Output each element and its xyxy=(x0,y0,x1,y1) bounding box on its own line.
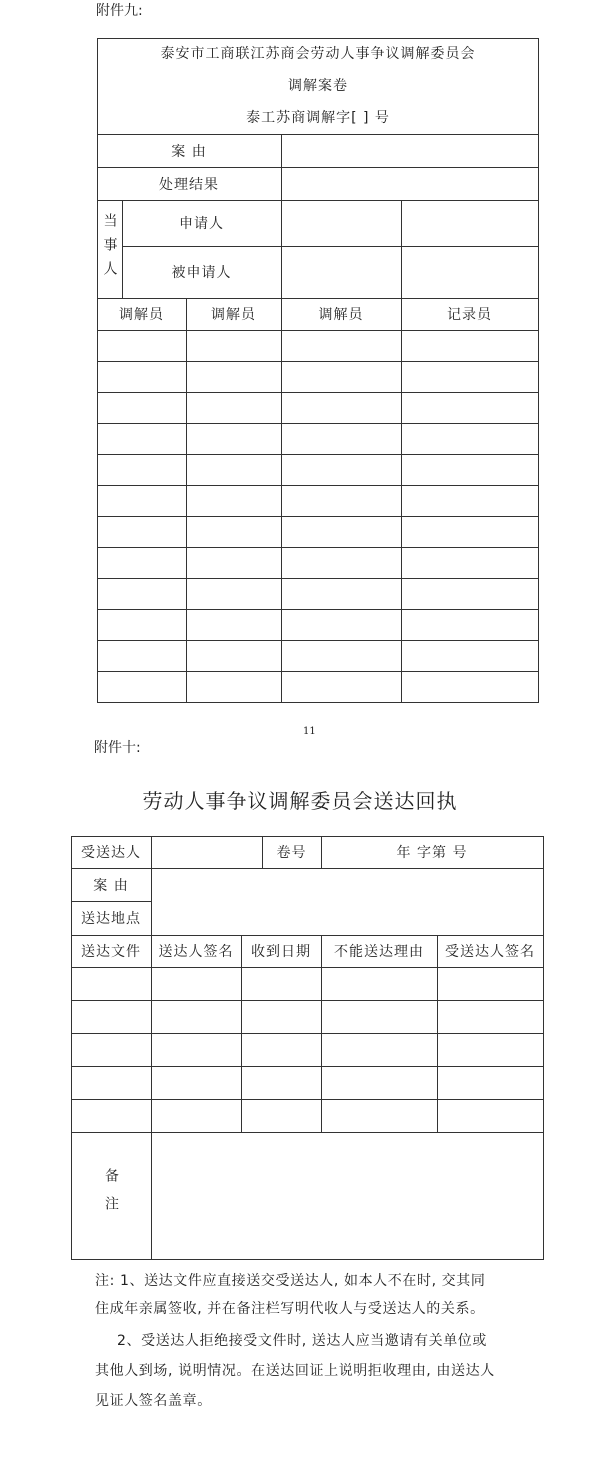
column-mediator-1: 调解员 xyxy=(119,307,164,323)
column-deliverer-signature: 送达人签名 xyxy=(158,944,234,960)
recipient-label: 受送达人 xyxy=(81,845,141,861)
attachment-10-label: 附件十: xyxy=(94,740,141,756)
volume-number-field: 年 字第 号 xyxy=(396,845,468,861)
note-1-line-1: 注: 1、送达文件应直接送交受送达人, 如本人不在时, 交其同 xyxy=(95,1273,486,1289)
note-2-line-3: 见证人签名盖章。 xyxy=(95,1393,212,1409)
note-2-line-2: 其他人到场, 说明情况。在送达回证上说明拒收理由, 由送达人 xyxy=(95,1363,495,1379)
column-undeliverable-reason: 不能送达理由 xyxy=(334,944,424,960)
mediation-file-form xyxy=(0,0,600,710)
column-delivery-document: 送达文件 xyxy=(81,944,141,960)
column-mediator-3: 调解员 xyxy=(318,307,364,323)
delivery-address-label: 送达地点 xyxy=(81,911,141,927)
note-2-line-1: 2、受送达人拒绝接受文件时, 送达人应当邀请有关单位或 xyxy=(117,1333,488,1349)
case-number-line: 泰工苏商调解字[ ] 号 xyxy=(246,110,390,126)
page-number: 11 xyxy=(303,726,316,737)
volume-label: 卷号 xyxy=(276,845,307,861)
receipt-title: 劳动人事争议调解委员会送达回执 xyxy=(142,789,458,813)
respondent-label: 被申请人 xyxy=(171,265,232,281)
party-label: 当事人 xyxy=(101,213,118,285)
case-reason-label-2: 案 由 xyxy=(93,877,129,894)
mediation-committee-title: 泰安市工商联江苏商会劳动人事争议调解委员会 xyxy=(160,46,476,62)
applicant-label: 申请人 xyxy=(179,216,224,232)
column-recipient-signature: 受送达人签名 xyxy=(445,944,535,960)
remarks-label: 备注 xyxy=(103,1167,119,1224)
column-mediator-2: 调解员 xyxy=(211,307,256,323)
column-received-date: 收到日期 xyxy=(251,944,311,960)
result-label: 处理结果 xyxy=(159,176,219,193)
attachment-9-label: 附件九: xyxy=(96,3,143,19)
case-file-title: 调解案卷 xyxy=(288,78,348,94)
note-1-line-2: 住成年亲属签收, 并在备注栏写明代收人与受送达人的关系。 xyxy=(95,1301,485,1317)
case-reason-label: 案 由 xyxy=(171,143,207,160)
column-recorder: 记录员 xyxy=(447,307,492,323)
